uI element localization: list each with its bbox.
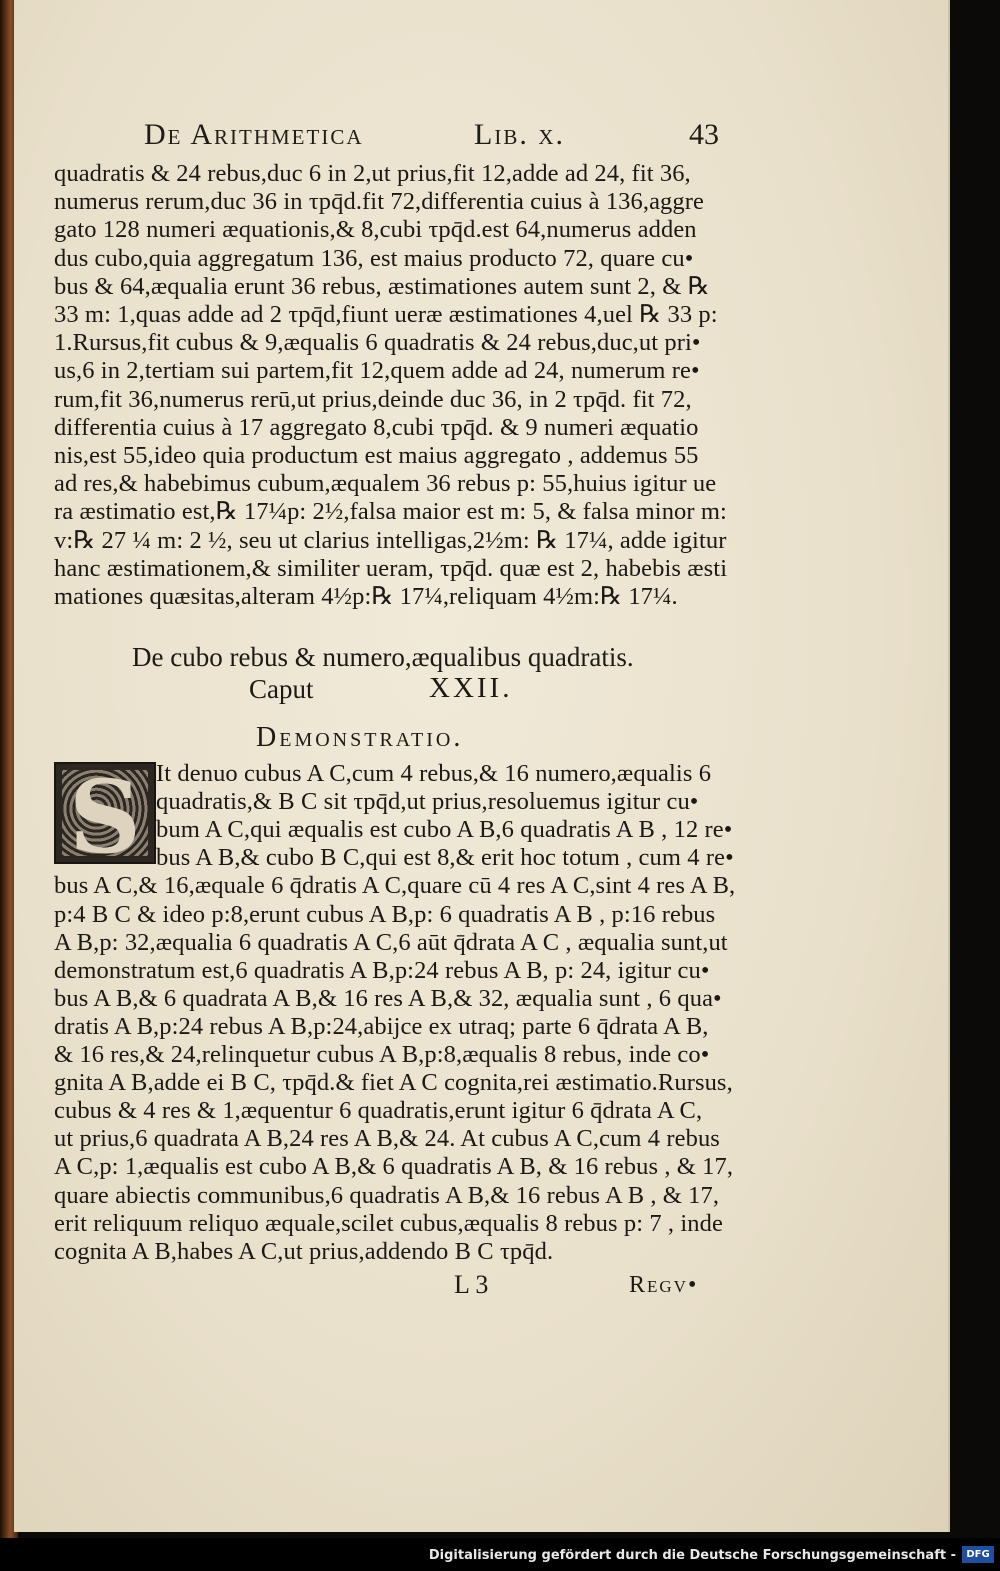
text-line: 1.Rursus,fit cubus & 9,æqualis 6 quadratis & 24 rebus,duc,ut pri•: [54, 329, 701, 357]
text-line: gato 128 numeri æquationis,& 8,cubi τpq̄d.est 64,numerus adden: [54, 216, 697, 244]
demonstratio-heading: Demonstratio.: [256, 722, 464, 753]
text-line: cognita A B,habes A C,ut prius,addendo B C τpq̄d.: [54, 1237, 554, 1265]
running-header: [144, 118, 744, 158]
text-line: A B,p: 32,æqualia 6 quadratis A C,6 aūt q̄drata A C , æqualia sunt,ut: [54, 928, 728, 956]
text-line: mationes quæsitas,alteram 4½p:℞ 17¼,reliquam 4½m:℞ 17¼.: [54, 583, 678, 610]
page-number: 43: [689, 118, 719, 151]
text-line: demonstratum est,6 quadratis A B,p:24 rebus A B, p: 24, igitur cu•: [54, 956, 710, 984]
text-line: p:4 B C & ideo p:8,erunt cubus A B,p: 6 quadratis A B , p:16 rebus: [54, 900, 716, 928]
text-line: v:℞ 27 ¼ m: 2 ½, seu ut clarius intelligas,2½m: ℞ 17¼, adde igitur: [54, 526, 727, 554]
text-line: ad res,& habebimus cubum,æqualem 36 rebus p: 55,huius igitur ue: [54, 470, 717, 498]
text-line: erit reliquum reliquo æquale,scilet cubus,æqualis 8 rebus p: 7 , inde: [54, 1209, 723, 1237]
text-line: 33 m: 1,quas adde ad 2 τpq̄d,fiunt ueræ æstimationes 4,uel ℞ 33 p:: [54, 301, 718, 328]
book-number: Lib. x.: [474, 118, 565, 151]
text-line: ut prius,6 quadrata A B,24 res A B,& 24. At cubus A C,cum 4 rebus: [54, 1125, 720, 1153]
text-line: cubus & 4 res & 1,æquentur 6 quadratis,erunt igitur 6 q̄drata A C,: [54, 1097, 703, 1125]
text-line: numerus rerum,duc 36 in τpq̄d.fit 72,differentia cuius à 136,aggre: [54, 188, 704, 216]
chapter-title: De cubo rebus & numero,æqualibus quadratis.: [132, 642, 634, 672]
dfg-logo: DFG: [962, 1546, 994, 1563]
text-line: bus A C,& 16,æquale 6 q̄dratis A C,quare cū 4 res A C,sint 4 res A B,: [54, 872, 736, 900]
text-line: gnita A B,adde ei B C, τpq̄d.& fiet A C cognita,rei æstimatio.Rursus,: [54, 1069, 733, 1097]
text-line: bum A C,qui æqualis est cubo A B,6 quadratis A B , 12 re•: [156, 816, 733, 844]
text-line: us,6 in 2,tertiam sui partem,fit 12,quem adde ad 24, numerum re•: [54, 357, 700, 385]
funding-notice: Digitalisierung gefördert durch die Deutsche Forschungsgemeinschaft -: [428, 1548, 956, 1563]
text-line: differentia cuius à 17 aggregato 8,cubi τpq̄d. & 9 numeri æquatio: [54, 413, 699, 441]
text-line: hanc æstimationem,& similiter ueram, τpq̄d. quæ est 2, habebis æsti: [54, 554, 728, 582]
text-line: bus A B,& 6 quadrata A B,& 16 res A B,& 32, æqualia sunt , 6 qua•: [54, 984, 722, 1012]
text-line: A C,p: 1,æqualis est cubo A B,& 6 quadratis A B, & 16 rebus , & 17,: [54, 1153, 734, 1181]
text-line: nis,est 55,ideo quia productum est maius aggregato , addemus 55: [54, 442, 699, 469]
text-line: & 16 res,& 24,relinquetur cubus A B,p:8,æqualis 8 rebus, inde co•: [54, 1041, 710, 1068]
text-line: quadratis & 24 rebus,duc 6 in 2,ut prius,fit 12,adde ad 24, fit 36,: [54, 160, 691, 187]
signature-mark: L 3: [454, 1270, 489, 1299]
text-line: quare abiectis communibus,6 quadratis A B,& 16 rebus A B , & 17,: [54, 1181, 720, 1209]
text-line: ra æstimatio est,℞ 17¼p: 2½,falsa maior est m: 5, & falsa minor m:: [54, 498, 727, 526]
text-line: bus A B,& cubo B C,qui est 8,& erit hoc totum , cum 4 re•: [156, 844, 734, 872]
catchword: Regv•: [629, 1272, 699, 1298]
caput-number: XXII.: [429, 672, 513, 704]
running-title: De Arithmetica: [144, 118, 364, 151]
book-page: [14, 0, 950, 1532]
text-line: dratis A B,p:24 rebus A B,p:24,abijce ex utraq; parte 6 q̄drata A B,: [54, 1012, 709, 1040]
text-line: rum,fit 36,numerus rerū,ut prius,deinde duc 36, in 2 τpq̄d. fit 72,: [54, 385, 692, 413]
text-line: It denuo cubus A C,cum 4 rebus,& 16 numero,æqualis 6: [156, 760, 712, 787]
decorated-initial: [54, 758, 156, 876]
footer-bar: [0, 1538, 1000, 1571]
text-line: dus cubo,quia aggregatum 136, est maius producto 72, quare cu•: [54, 244, 694, 272]
initial-letter: S: [68, 758, 142, 876]
text-line: quadratis,& B C sit τpq̄d,ut prius,resoluemus igitur cu•: [156, 788, 699, 816]
caput-label: Caput: [249, 674, 314, 704]
text-line: bus & 64,æqualia erunt 36 rebus, æstimationes autem sunt 2, & ℞: [54, 272, 710, 300]
